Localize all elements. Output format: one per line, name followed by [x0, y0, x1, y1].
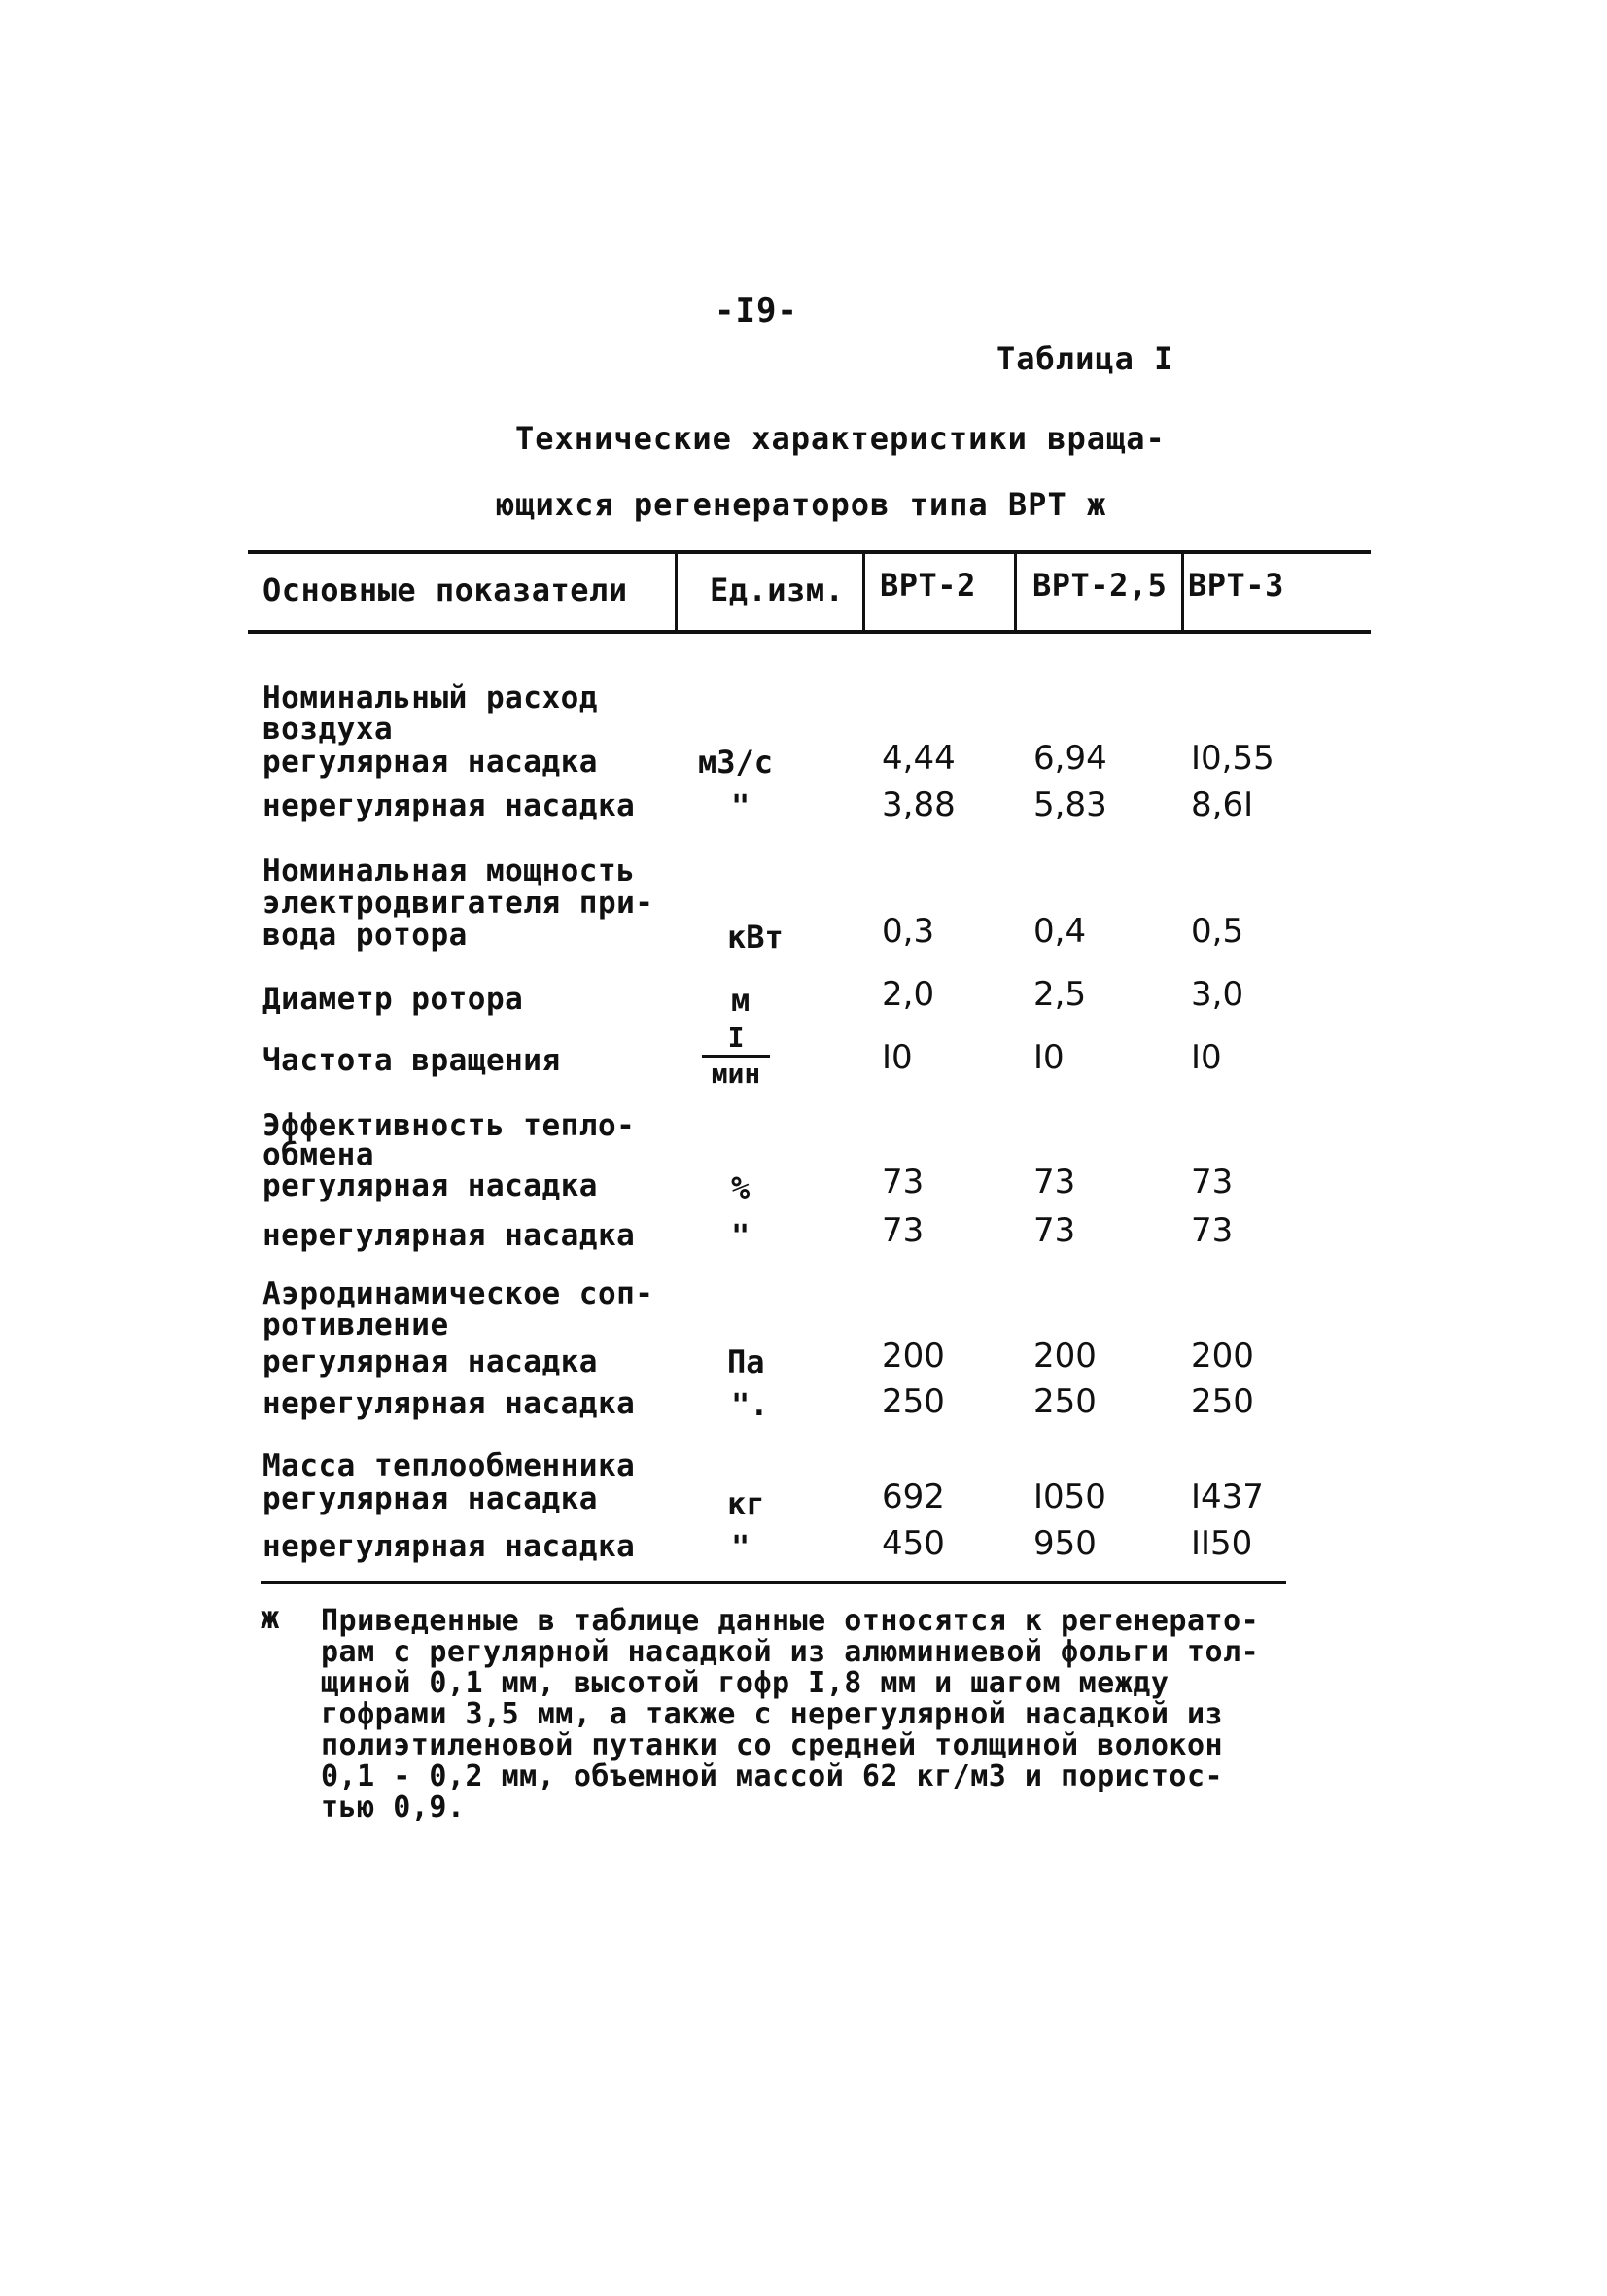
header-divider-3 [1014, 554, 1017, 632]
power-title-2: электродвигателя при- [262, 886, 654, 921]
power-vrt25: 0,4 [1033, 912, 1087, 951]
resistance-irregular-vrt25: 250 [1033, 1382, 1097, 1421]
mass-sub-irregular: нерегулярная насадка [262, 1529, 636, 1564]
mass-unit-2: " [731, 1528, 751, 1565]
airflow-irregular-vrt25: 5,83 [1033, 785, 1107, 824]
rotation-unit-numerator: I [727, 1022, 745, 1054]
resistance-regular-vrt3: 200 [1191, 1337, 1254, 1375]
resistance-irregular-vrt3: 250 [1191, 1382, 1254, 1421]
resistance-unit-1: Па [727, 1343, 765, 1380]
efficiency-sub-irregular: нерегулярная насадка [262, 1218, 636, 1253]
airflow-regular-vrt2: 4,44 [882, 739, 956, 778]
header-vrt-3: ВРТ-3 [1188, 567, 1284, 604]
efficiency-unit-2: " [731, 1217, 751, 1254]
resistance-sub-regular: регулярная насадка [262, 1344, 598, 1379]
resistance-title-2: ротивление [262, 1307, 449, 1342]
power-title-1: Номинальная мощность [262, 853, 636, 888]
header-unit: Ед.изм. [710, 572, 845, 609]
airflow-unit-2: " [731, 787, 751, 824]
efficiency-title-2: обмена [262, 1137, 374, 1172]
diameter-vrt2: 2,0 [882, 975, 935, 1014]
efficiency-irregular-vrt25: 73 [1033, 1211, 1076, 1250]
header-divider-2 [862, 554, 865, 632]
airflow-title-2: воздуха [262, 712, 394, 747]
airflow-regular-vrt3: I0,55 [1191, 739, 1275, 778]
rotation-vrt25: I0 [1033, 1038, 1065, 1077]
efficiency-regular-vrt3: 73 [1191, 1163, 1234, 1201]
efficiency-sub-regular: регулярная насадка [262, 1168, 598, 1203]
efficiency-regular-vrt25: 73 [1033, 1163, 1076, 1201]
resistance-regular-vrt2: 200 [882, 1337, 945, 1375]
rotation-title: Частота вращения [262, 1043, 561, 1078]
resistance-sub-irregular: нерегулярная насадка [262, 1386, 636, 1421]
airflow-irregular-vrt2: 3,88 [882, 785, 956, 824]
resistance-regular-vrt25: 200 [1033, 1337, 1097, 1375]
power-vrt3: 0,5 [1191, 912, 1244, 951]
diameter-title: Диаметр ротора [262, 982, 524, 1017]
table-caption-line-2: ющихся регенераторов типа ВРТ ж [496, 486, 1107, 523]
footnote-text: Приведенные в таблице данные относятся к регенерато- рам с регулярной насадкой из алюминиевой фольги тол- щиной 0,1 мм, высотой гофр I,8 мм и шагом между гофрами 3,5 мм, а также с нерегулярной насадкой из полиэтиленовой путанки со средней толщиной волокон 0,1 - 0,2 мм, объемной массой 62 кг/м3 и пористос- тью 0,9. [321, 1604, 1260, 1825]
footnote-mark: ж [261, 1599, 280, 1636]
diameter-unit: м [731, 982, 751, 1019]
mass-title: Масса теплообменника [262, 1448, 636, 1483]
diameter-vrt3: 3,0 [1191, 975, 1244, 1014]
airflow-title-1: Номинальный расход [262, 680, 598, 715]
rotation-vrt3: I0 [1191, 1038, 1222, 1077]
efficiency-unit-1: % [731, 1169, 751, 1206]
airflow-unit-1: м3/с [698, 744, 774, 781]
mass-irregular-vrt2: 450 [882, 1524, 945, 1563]
power-title-3: вода ротора [262, 918, 468, 953]
power-vrt2: 0,3 [882, 912, 935, 951]
mass-irregular-vrt3: II50 [1191, 1524, 1253, 1563]
table-header-rule [248, 630, 1371, 634]
efficiency-regular-vrt2: 73 [882, 1163, 925, 1201]
mass-regular-vrt25: I050 [1033, 1478, 1106, 1516]
header-divider-4 [1181, 554, 1184, 632]
header-vrt-2: ВРТ-2 [880, 567, 976, 604]
table-bottom-rule [261, 1581, 1286, 1584]
efficiency-irregular-vrt2: 73 [882, 1211, 925, 1250]
header-indicators: Основные показатели [262, 572, 628, 609]
airflow-sub-irregular: нерегулярная насадка [262, 788, 636, 823]
table-caption-line-1: Технические характеристики враща- [515, 420, 1166, 457]
resistance-irregular-vrt2: 250 [882, 1382, 945, 1421]
mass-regular-vrt2: 692 [882, 1478, 945, 1516]
mass-regular-vrt3: I437 [1191, 1478, 1264, 1516]
resistance-title-1: Аэродинамическое соп- [262, 1276, 654, 1311]
header-divider-1 [675, 554, 678, 632]
rotation-vrt2: I0 [882, 1038, 913, 1077]
table-label: Таблица I [996, 340, 1174, 377]
rotation-unit-denominator: мин [711, 1058, 761, 1090]
airflow-sub-regular: регулярная насадка [262, 745, 598, 780]
mass-sub-regular: регулярная насадка [262, 1481, 598, 1516]
diameter-vrt25: 2,5 [1033, 975, 1087, 1014]
airflow-irregular-vrt3: 8,6I [1191, 785, 1254, 824]
resistance-unit-2: ". [731, 1386, 769, 1423]
header-vrt-2-5: ВРТ-2,5 [1032, 567, 1168, 604]
table-top-rule [248, 550, 1371, 554]
efficiency-title-1: Эффективность тепло- [262, 1108, 636, 1143]
mass-irregular-vrt25: 950 [1033, 1524, 1097, 1563]
rotation-unit [702, 1024, 770, 1089]
airflow-regular-vrt25: 6,94 [1033, 739, 1107, 778]
power-unit: кВт [727, 919, 784, 956]
mass-unit-1: кг [727, 1485, 765, 1522]
page-number: -I9- [715, 292, 798, 330]
efficiency-irregular-vrt3: 73 [1191, 1211, 1234, 1250]
